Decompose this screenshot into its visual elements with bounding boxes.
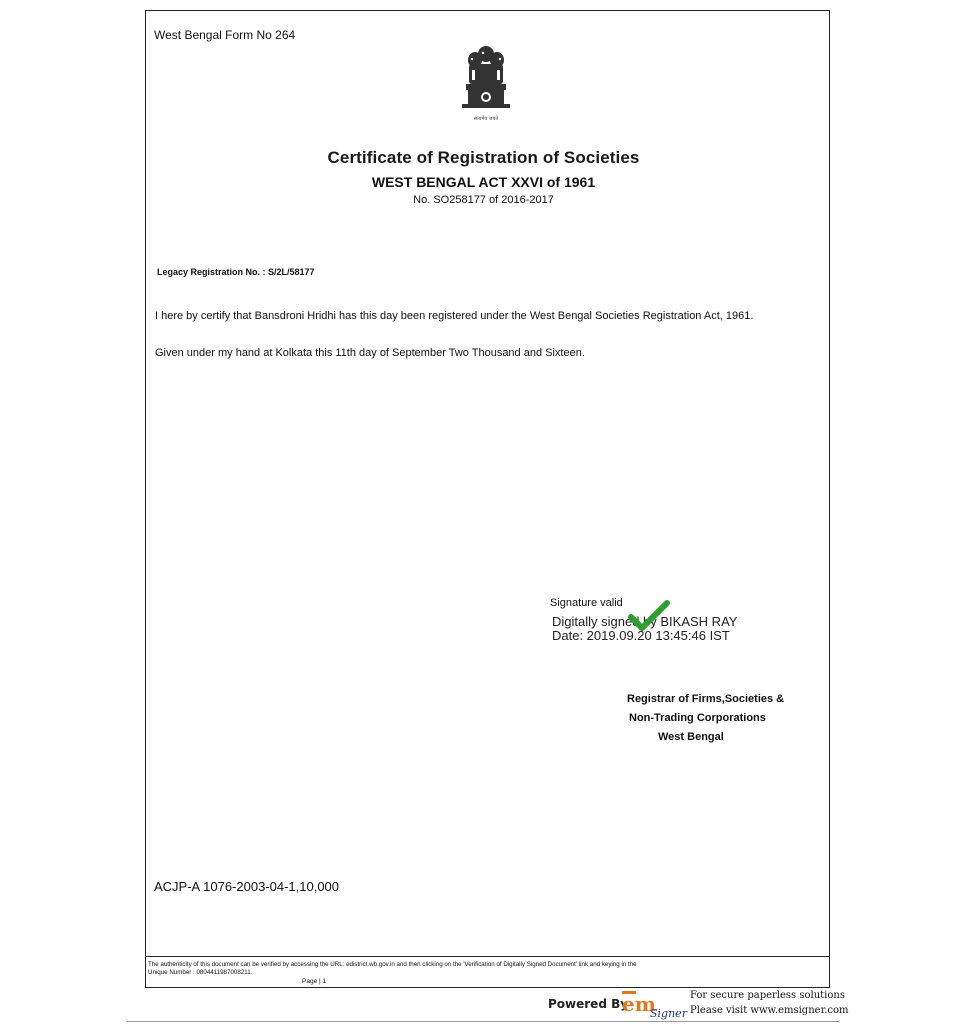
acjp-code: ACJP-A 1076-2003-04-1,10,000 — [154, 879, 340, 894]
national-emblem-icon — [458, 44, 514, 124]
form-number: West Bengal Form No 264 — [154, 28, 296, 42]
emsigner-logo — [620, 989, 688, 1021]
svg-text:em: em — [622, 992, 656, 1016]
svg-text:Signer: Signer — [650, 1007, 687, 1020]
registrar-line-1: Registrar of Firms,Societies & — [627, 693, 785, 705]
certify-statement: I here by certify that Bansdroni Hridhi has this day been registered under the West Bengal Societies Registration Act, 1961. — [155, 310, 754, 322]
emsigner-tagline-2: Please visit www.emsigner.com — [690, 1005, 849, 1016]
emblem-caption: सत्यमेव जयते — [473, 116, 499, 122]
act-title: WEST BENGAL ACT XXVI of 1961 — [371, 174, 596, 190]
legacy-registration: Legacy Registration No. : S/2L/58177 — [157, 267, 315, 277]
verification-note-line-2: Unique Number : 0804411987008211. — [148, 969, 253, 976]
emsigner-tagline-1: For secure paperless solutions — [690, 990, 845, 1001]
powered-by-label: Powered By — [548, 997, 629, 1011]
given-statement: Given under my hand at Kolkata this 11th day of September Two Thousand and Sixteen. — [155, 347, 585, 359]
registrar-line-2: Non-Trading Corporations — [629, 712, 766, 724]
signed-by: Digitally signed by BIKASH RAY — [552, 614, 738, 629]
registration-number: No. SO258177 of 2016-2017 — [413, 194, 554, 206]
certificate-title: Certificate of Registration of Societies — [327, 148, 640, 167]
signature-date: Date: 2019.09.20 13:45:46 IST — [552, 628, 730, 643]
signature-valid-label: Signature valid — [550, 597, 623, 609]
verification-note-line-1: The authenticity of this document can be verified by accessing the URL: edistrict.wb.gov.in and then clicking on the 'Verification of Digitally Signed Document' link and keying in the — [148, 961, 637, 968]
registrar-line-3: West Bengal — [658, 731, 724, 743]
checkmark-icon — [628, 600, 670, 632]
bottom-divider — [127, 1021, 839, 1022]
page-number: Page | 1 — [302, 978, 327, 985]
